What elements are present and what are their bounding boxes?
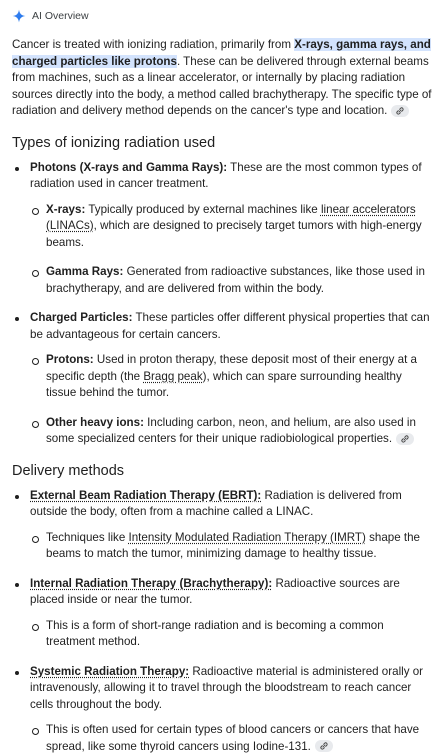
item-text: , which are designed to precisely target tumors with high-energy beams.	[46, 219, 422, 249]
list-item-imrt	[30, 530, 435, 563]
link-icon	[400, 434, 410, 444]
source-link-button[interactable]	[315, 740, 333, 752]
item-label: Gamma Rays:	[46, 265, 123, 278]
item-text: Used in proton therapy, these deposit most of their energy at a specific depth (the	[46, 353, 417, 383]
item-text: Including carbon, neon, and helium, are also used in some specialized centers for their unique radiobiological properties.	[46, 416, 416, 446]
section-heading-delivery: Delivery methods	[12, 461, 435, 481]
intro-highlight: X-rays, gamma rays, and charged particles like protons	[12, 38, 431, 68]
item-text: Radiation is delivered from outside the body, often from a machine called a LINAC.	[30, 489, 402, 519]
list-item-photons	[12, 160, 435, 298]
link-icon	[319, 741, 329, 751]
section-heading-types: Types of ionizing radiation used	[12, 133, 435, 153]
systemic-sublist	[30, 722, 435, 755]
list-item-ebrt	[12, 488, 435, 563]
list-item-charged-particles	[12, 310, 435, 448]
list-item-iodine	[30, 722, 435, 755]
list-item-gamma	[30, 264, 435, 297]
item-label: Photons (X-rays and Gamma Rays):	[30, 161, 227, 174]
list-item-protons	[30, 352, 435, 402]
sparkle-icon	[12, 9, 26, 23]
item-text: These particles offer different physical properties that can be advantageous for certain cancers.	[30, 311, 430, 341]
list-item-xrays	[30, 202, 435, 252]
item-label: Other heavy ions:	[46, 416, 144, 429]
item-text: These are the most common types of radiation used in cancer treatment.	[30, 161, 422, 191]
source-link-button[interactable]	[391, 105, 409, 117]
item-text: Typically produced by external machines like	[85, 203, 321, 216]
list-item-systemic	[12, 664, 435, 755]
list-item-heavy-ions	[30, 415, 435, 448]
item-text: Radioactive sources are placed inside or near the tumor.	[30, 577, 400, 607]
delivery-list	[12, 488, 435, 755]
item-text: shape the beams to match the tumor, minimizing damage to healthy tissue.	[46, 531, 420, 561]
bragg-peak-link[interactable]: Bragg peak	[143, 370, 202, 383]
ebrt-sublist	[30, 530, 435, 563]
intro-paragraph	[12, 37, 435, 120]
list-item-short-range	[30, 618, 435, 651]
ebrt-link[interactable]: External Beam Radiation Therapy (EBRT):	[30, 489, 261, 502]
item-text: This is a form of short-range radiation and is becoming a common treatment method.	[46, 619, 384, 649]
brachy-sublist	[30, 618, 435, 651]
list-item-brachytherapy	[12, 576, 435, 651]
item-text: Techniques like	[46, 531, 129, 544]
systemic-link[interactable]: Systemic Radiation Therapy:	[30, 665, 189, 678]
imrt-link[interactable]: Intensity Modulated Radiation Therapy (IMRT)	[129, 531, 366, 544]
item-label: Protons:	[46, 353, 94, 366]
item-label: X-rays:	[46, 203, 85, 216]
item-text: Generated from radioactive substances, like those used in brachytherapy, and are delivered from within the body.	[46, 265, 425, 295]
ai-overview-header	[12, 6, 435, 26]
types-list	[12, 160, 435, 448]
link-icon	[395, 106, 405, 116]
intro-text-end: . These can be delivered through external beams from machines, such as a linear accelerator, or internally by placing radiation sources directly into the body, a method called brachytherapy. The specific type of radiation and delivery method depends on the cancer's type and location.	[12, 55, 432, 118]
item-text: ), which can spare surrounding healthy tissue behind the tumor.	[46, 370, 402, 400]
linac-link[interactable]: linear accelerators (LINACs)	[46, 203, 416, 233]
intro-text: Cancer is treated with ionizing radiation, primarily from	[12, 38, 294, 51]
item-text: Radioactive material is administered orally or intravenously, allowing it to travel through the bloodstream to reach cancer cells throughout the body.	[30, 665, 423, 711]
ai-overview-panel	[0, 6, 445, 729]
particles-sublist	[30, 352, 435, 448]
item-text: This is often used for certain types of blood cancers or cancers that have spread, like some thyroid cancers using Iodine-131.	[46, 723, 419, 753]
source-link-button[interactable]	[396, 433, 414, 445]
photons-sublist	[30, 202, 435, 298]
item-label: Charged Particles:	[30, 311, 132, 324]
brachytherapy-link[interactable]: Internal Radiation Therapy (Brachytherapy):	[30, 577, 272, 590]
ai-overview-label: AI Overview	[32, 10, 89, 22]
